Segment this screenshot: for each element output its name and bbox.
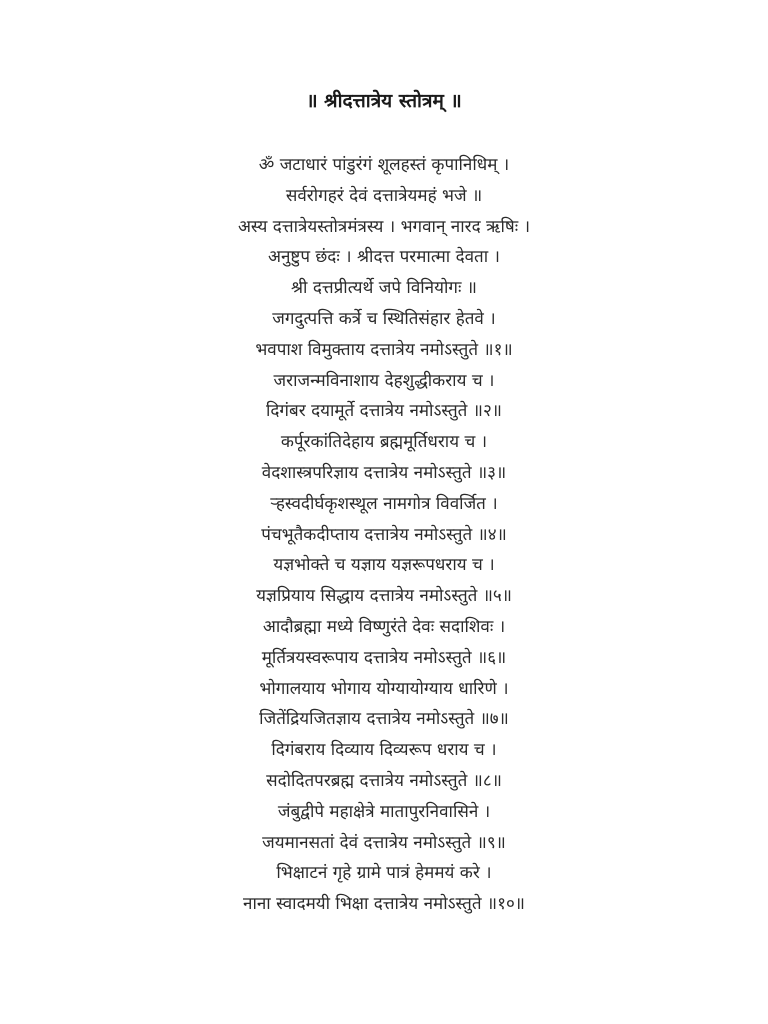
verse-line: दिगंबराय दिव्याय दिव्यरूप धराय च । [271, 740, 497, 761]
verse-line: जयमानसतां देवं दत्तात्रेय नमोऽस्तुते ॥९॥ [262, 832, 506, 853]
verse-line: वेदशास्त्रपरिज्ञाय दत्तात्रेय नमोऽस्तुते ॥३॥ [261, 462, 507, 483]
stotra-title: ॥ श्रीदत्तात्रेय स्तोत्रम् ॥ [306, 90, 462, 112]
verse-line: भवपाश विमुक्ताय दत्तात्रेय नमोऽस्तुते ॥१॥ [255, 339, 513, 360]
verse-line: यज्ञभोक्ते च यज्ञाय यज्ञरूपधराय च । [273, 555, 495, 576]
verse-line: भिक्षाटनं गृहे ग्रामे पात्रं हेममयं करे । [276, 863, 492, 884]
verse-line: आदौब्रह्मा मध्ये विष्णुरंते देवः सदाशिवः । [262, 616, 506, 637]
verse-line: जगदुत्पत्ति कर्त्रे च स्थितिसंहार हेतवे । [272, 308, 496, 329]
verse-line: सर्वरोगहरं देवं दत्तात्रेयमहं भजे ॥ [285, 185, 483, 206]
verse-line: जराजन्मविनाशाय देहशुद्धीकराय च । [273, 370, 495, 391]
verse-line: जंबुद्वीपे महाक्षेत्रे मातापुरनिवासिने । [277, 801, 491, 822]
verse-line: ऱ्हस्वदीर्घकृशस्थूल नामगोत्र विवर्जित । [270, 493, 498, 514]
verse-line: दिगंबर दयामूर्ते दत्तात्रेय नमोऽस्तुते ॥२॥ [266, 401, 502, 422]
verse-line: अस्य दत्तात्रेयस्तोत्रमंत्रस्य । भगवान् नारद ऋषिः । [237, 216, 531, 237]
verse-line: यज्ञप्रियाय सिद्धाय दत्तात्रेय नमोऽस्तुते ॥५॥ [256, 586, 512, 607]
verse-line: जितेंद्रियजितज्ञाय दत्तात्रेय नमोऽस्तुते ॥७॥ [259, 709, 509, 730]
verse-line: पंचभूतैकदीप्ताय दत्तात्रेय नमोऽस्तुते ॥४॥ [261, 524, 507, 545]
verse-line: नाना स्वादमयी भिक्षा दत्तात्रेय नमोऽस्तुते ॥१०॥ [243, 894, 525, 915]
verse-line: श्री दत्तप्रीत्यर्थे जपे विनियोगः ॥ [291, 278, 477, 299]
verse-line: सदोदितपरब्रह्म दत्तात्रेय नमोऽस्तुते ॥८॥ [266, 770, 502, 791]
verse-line: मूर्तित्रयस्वरूपाय दत्तात्रेय नमोऽस्तुते ॥६॥ [261, 647, 507, 668]
verse-line: ॐ जटाधारं पांडुरंगं शूलहस्तं कृपानिधिम् । [258, 155, 510, 175]
verse-list [0, 150, 768, 920]
verse-line: अनुष्टुप छंदः । श्रीदत्त परमात्मा देवता । [267, 247, 500, 268]
verse-line: भोगालयाय भोगाय योग्यायोग्याय धारिणे । [259, 678, 509, 699]
verse-line: कर्पूरकांतिदेहाय ब्रह्ममूर्तिधराय च । [280, 432, 488, 453]
